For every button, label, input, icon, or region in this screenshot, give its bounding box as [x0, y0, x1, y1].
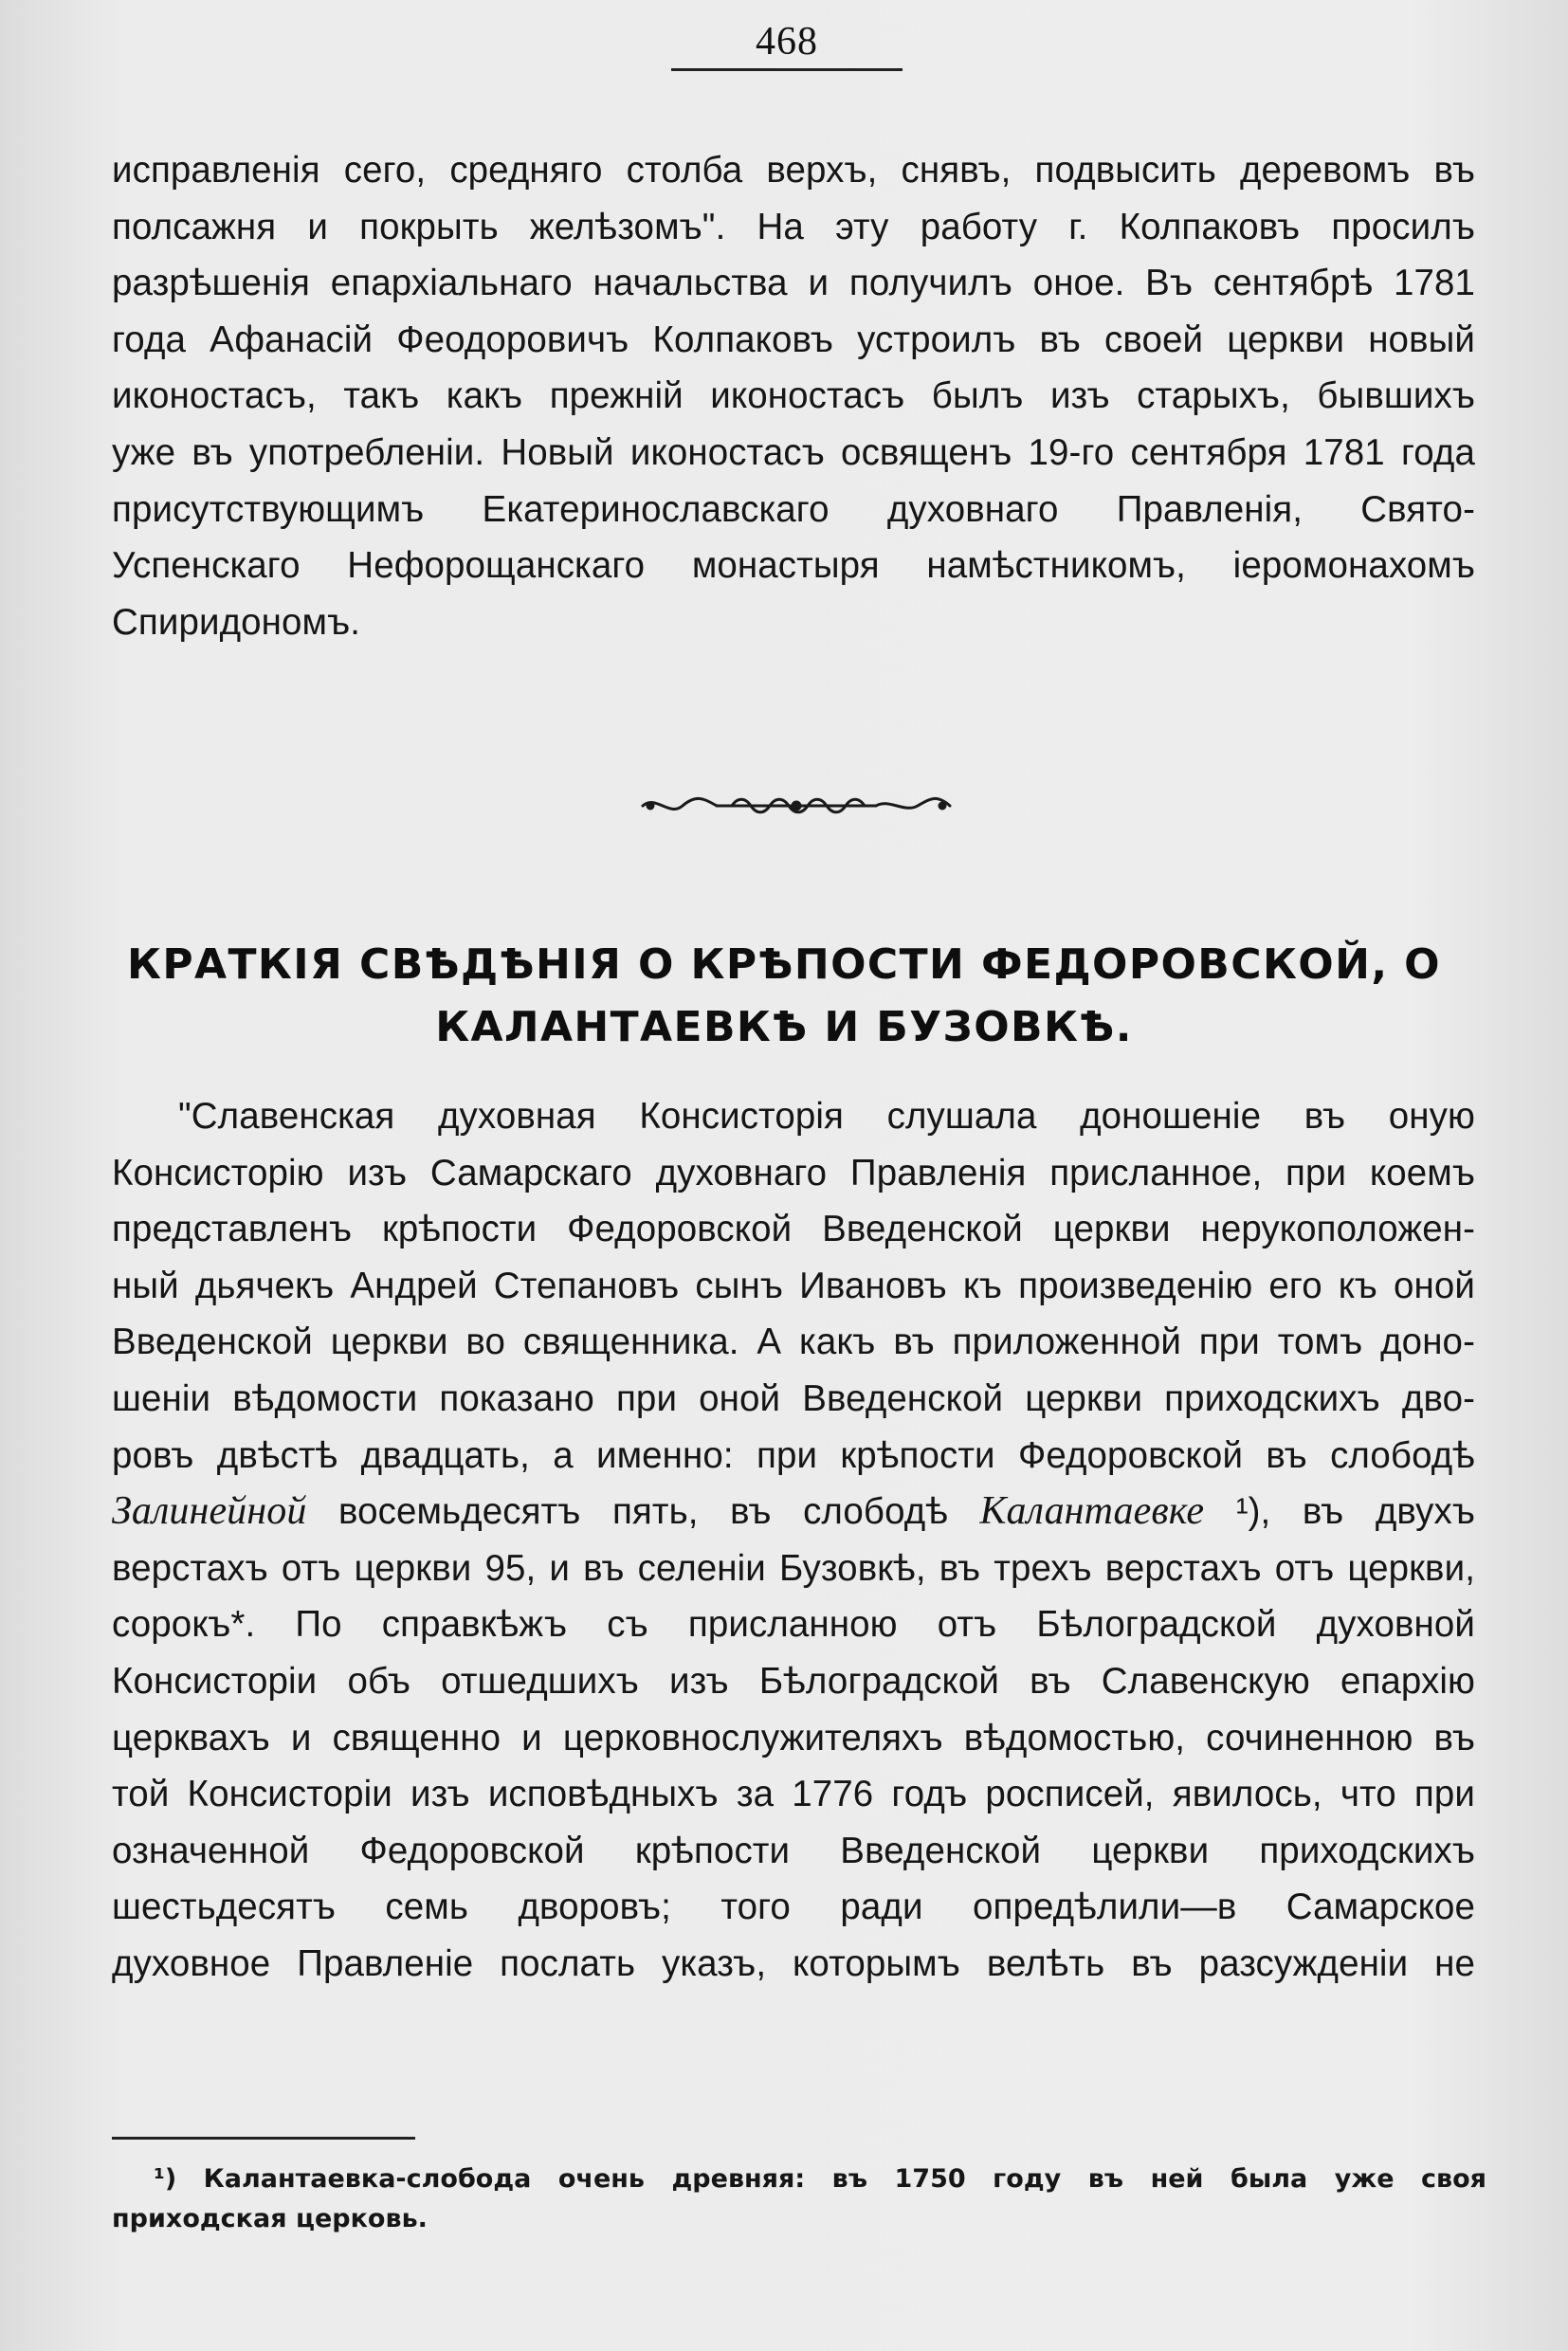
paragraph-main — [112, 1088, 1475, 1993]
italic-place-name: Калантаевке — [979, 1489, 1205, 1534]
text-line-with-italics — [112, 1484, 1475, 1540]
text-line: означенной Федоровской крѣпости Введенской церкви приходскихъ — [112, 1830, 1475, 1871]
text-segment: восемьдесятъ пять, въ слободѣ — [306, 1491, 980, 1533]
decorative-divider — [637, 789, 956, 823]
footnote-separator — [112, 2137, 415, 2140]
section-title-line: КРАТКІЯ СВѢДѢНІЯ О КРѢПОСТИ ФЕДОРОВСКОЙ, О — [127, 940, 1441, 989]
text-line: Консисторію изъ Самарскаго духовнаго Правленія присланное, при коемъ — [112, 1152, 1475, 1194]
text-segment: ¹), въ двухъ — [1204, 1491, 1475, 1533]
text-line: верстахъ отъ церкви 95, и въ селеніи Бузовкѣ, въ трехъ верстахъ отъ церкви, — [112, 1547, 1475, 1589]
text-line: той Консисторіи изъ исповѣдныхъ за 1776 годъ росписей, явилось, что при — [112, 1774, 1475, 1815]
text-line: шеніи вѣдомости показано при оной Введенской церкви приходскихъ дво- — [112, 1377, 1475, 1419]
section-title — [76, 934, 1492, 1059]
text-line: разрѣшенія епархіальнаго начальства и получилъ оное. Въ сентябрѣ 1781 — [112, 263, 1475, 304]
text-line: сорокъ*. По справкѣжъ съ присланною отъ Бѣлоградской духовной — [112, 1604, 1475, 1646]
page-number: 468 — [756, 20, 818, 64]
text-line: представленъ крѣпости Федоровской Введенской церкви нерукоположен- — [112, 1209, 1475, 1250]
footnote-line: ¹) Калантаевка-слобода очень древняя: въ 1750 году въ ней была уже своя — [154, 2164, 1486, 2194]
text-line: ровъ двѣстѣ двадцать, а именно: при крѣпости Федоровской въ слободѣ — [112, 1434, 1475, 1476]
footnote — [112, 2160, 1486, 2239]
text-line: полсажня и покрыть желѣзомъ". На эту работу г. Колпаковъ просилъ — [112, 206, 1475, 247]
text-line: Успенскаго Нефорощанскаго монастыря намѣстникомъ, іеромонахомъ — [112, 545, 1475, 587]
page-number-underline — [671, 68, 903, 71]
text-line: шестьдесятъ семь дворовъ; того ради опредѣлили—в Самарское — [112, 1886, 1475, 1928]
text-line: уже въ употребленіи. Новый иконостасъ освященъ 19-го сентября 1781 года — [112, 431, 1475, 473]
text-line: церквахъ и священно и церковнослужителяхъ вѣдомостью, сочиненною въ — [112, 1717, 1475, 1759]
section-title-line: КАЛАНТАЕВКѢ И БУЗОВКѢ. — [435, 1003, 1133, 1051]
text-line: "Славенская духовная Консисторія слушала доношеніе въ оную — [178, 1096, 1475, 1137]
text-line: иконостасъ, такъ какъ прежній иконостасъ былъ изъ старыхъ, бывшихъ — [112, 375, 1475, 417]
text-line: ный дьячекъ Андрей Степановъ сынъ Ивановъ къ произведенію его къ оной — [112, 1265, 1475, 1306]
text-line: исправленія сего, средняго столба верхъ, снявъ, подвысить деревомъ въ — [112, 150, 1475, 191]
paragraph-top — [112, 142, 1475, 650]
italic-place-name: Залинейной — [112, 1489, 307, 1534]
text-line: Спиридономъ. — [112, 601, 361, 643]
text-line: духовное Правленіе послать указъ, которымъ велѣть въ разсужденіи не — [112, 1942, 1475, 1984]
text-line: Введенской церкви во священника. А какъ въ приложенной при томъ доно- — [112, 1321, 1475, 1363]
text-line: года Афанасій Феодоровичъ Колпаковъ устроилъ въ своей церкви новый — [112, 319, 1475, 360]
text-line: присутствующимъ Екатеринославскаго духовнаго Правленія, Свято- — [112, 488, 1475, 530]
footnote-line: приходская церковь. — [112, 2204, 428, 2233]
text-line: Консисторіи объ отшедшихъ изъ Бѣлоградской въ Славенскую епархію — [112, 1660, 1475, 1702]
